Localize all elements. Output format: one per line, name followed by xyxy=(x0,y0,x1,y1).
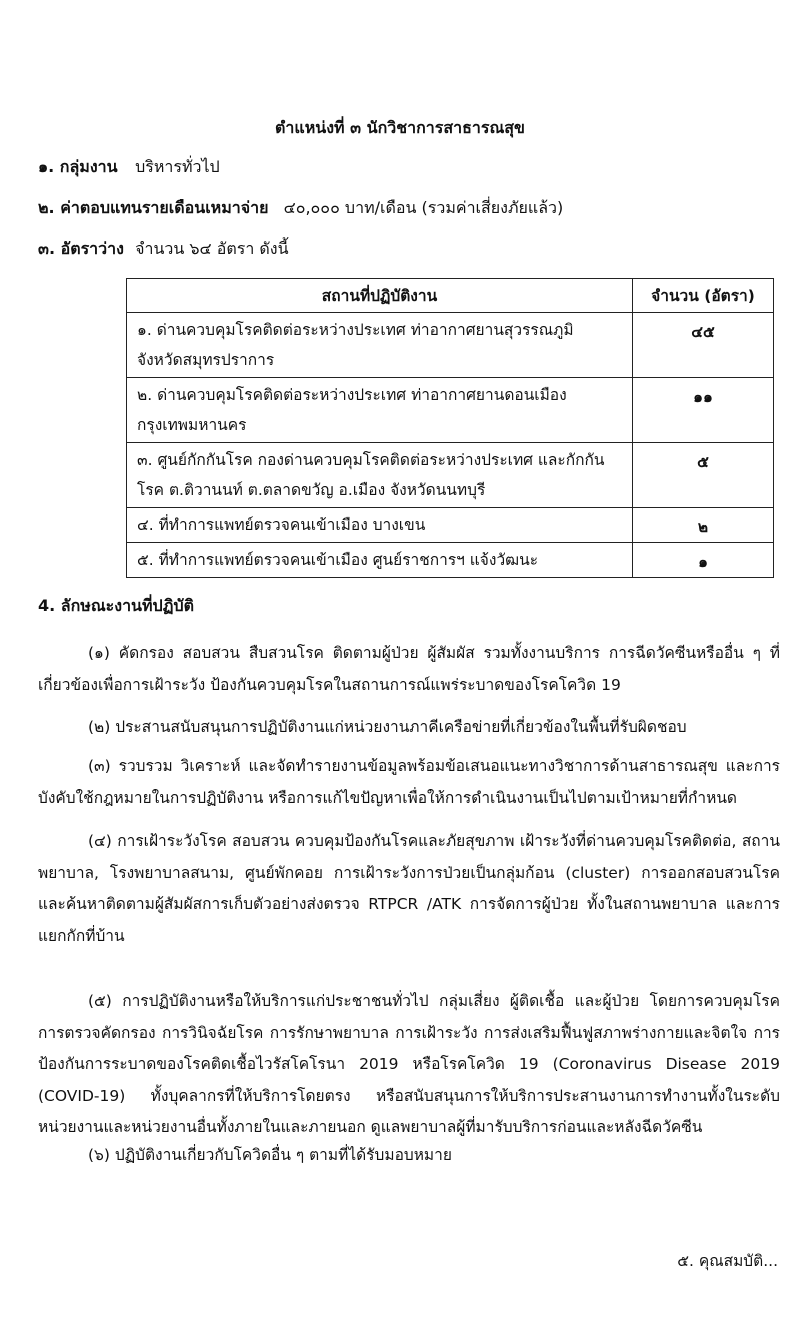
table-row xyxy=(127,443,774,508)
duties-heading: 4. ลักษณะงานที่ปฏิบัติ xyxy=(38,596,194,615)
site-count: ๕ xyxy=(633,443,774,508)
duty-paragraph-5: (๕) การปฏิบัติงานหรือให้บริการแก่ประชาชนทั่วไป กลุ่มเสี่ยง ผู้ติดเชื้อ และผู้ป่วย โดยการควบคุมโรค การตรวจคัดกรอง การวินิจฉัยโรค การรักษาพยาบาล การเฝ้าระวัง การส่งเสริมฟื้นฟูสภาพร่างกายและจิตใจ การป้องกันการระบาดของโรคติดเชื้อไวรัสโคโรนา 2019 หรือโรคโควิด 19 (Coronavirus Disease 2019 (COVID-19) ทั้งบุคลากรที่ให้บริการโดยตรง หรือสนับสนุนการให้บริการประสานงานการทำงานทั้งในระดับ หน่วยงานและหน่วยงานอื่นทั้งภายในและภายนอก ดูแลพยาบาลผู้ที่มารับบริการก่อนและหลังฉีดวัคซีน xyxy=(38,992,780,1136)
site-count: ๑ xyxy=(633,543,774,578)
duty-paragraph-6: (๖) ปฏิบัติงานเกี่ยวกับโควิดอื่น ๆ ตามที่ได้รับมอบหมาย xyxy=(88,1146,452,1164)
header-count: จำนวน (อัตรา) xyxy=(633,279,774,313)
vacancy-value: จำนวน ๖๔ อัตรา ดังนี้ xyxy=(135,239,289,258)
duty-paragraph-2: (๒) ประสานสนับสนุนการปฏิบัติงานแก่หน่วยงานภาคีเครือข่ายที่เกี่ยวข้องในพื้นที่รับผิดชอบ xyxy=(88,718,687,736)
duty-paragraph-3: (๓) รวบรวม วิเคราะห์ และจัดทำรายงานข้อมูลพร้อมข้อเสนอแนะทางวิชาการด้านสาธารณสุข และการบังคับใช้กฎหมายในการปฏิบัติงาน หรือการแก้ไขปัญหาเพื่อให้การดำเนินงานเป็นไปตามเป้าหมายที่กำหนด xyxy=(38,757,780,807)
site-count: ๔๕ xyxy=(633,313,774,378)
table-row xyxy=(127,543,774,578)
group-value: บริหารทั่วไป xyxy=(135,157,220,176)
vacancy-label: ๓. อัตราว่าง xyxy=(38,239,124,258)
salary-value: ๔๐,๐๐๐ บาท/เดือน (รวมค่าเสี่ยงภัยแล้ว) xyxy=(283,198,564,217)
duty-paragraph-4: (๔) การเฝ้าระวังโรค สอบสวน ควบคุมป้องกันโรคและภัยสุขภาพ เฝ้าระวังที่ด่านควบคุมโรคติดต่อ, สถานพยาบาล, โรงพยาบาลสนาม, ศูนย์พักคอย การเฝ้าระวังการป่วยเป็นกลุ่มก้อน (cluster) การออกสอบสวนโรค และค้นหาติดตามผู้สัมผัสการเก็บตัวอย่างส่งตรวจ RTPCR /ATK การจัดการผู้ป่วย ทั้งในสถานพยาบาล และการแยกกักที่บ้าน xyxy=(38,832,780,945)
vacancy-row xyxy=(38,237,289,262)
duty-paragraph-1: (๑) คัดกรอง สอบสวน สืบสวนโรค ติดตามผู้ป่วย ผู้สัมผัส รวมทั้งงานบริการ การฉีดวัคซีนหรืออื่น ๆ ที่เกี่ยวข้องเพื่อการเฝ้าระวัง ป้องกันควบคุมโรคในสถานการณ์แพร่ระบาดของโรคโควิด 19 xyxy=(38,644,780,694)
table-header-row xyxy=(127,279,774,313)
table-row xyxy=(127,508,774,543)
continued-footer: ๕. คุณสมบัติ... xyxy=(677,1252,778,1270)
salary-label: ๒. ค่าตอบแทนรายเดือนเหมาจ่าย xyxy=(38,198,269,217)
site-name: ๕. ที่ทำการแพทย์ตรวจคนเข้าเมือง ศูนย์ราชการฯ แจ้งวัฒนะ xyxy=(127,543,633,578)
salary-row xyxy=(38,196,563,221)
site-name: ๒. ด่านควบคุมโรคติดต่อระหว่างประเทศ ท่าอากาศยานดอนเมือง กรุงเทพมหานคร xyxy=(127,378,633,443)
site-name: ๔. ที่ทำการแพทย์ตรวจคนเข้าเมือง บางเขน xyxy=(127,508,633,543)
site-name: ๓. ศูนย์กักกันโรค กองด่านควบคุมโรคติดต่อระหว่างประเทศ และกักกันโรค ต.ติวานนท์ ต.ตลาดขวัญ อ.เมือง จังหวัดนนทบุรี xyxy=(127,443,633,508)
table-row xyxy=(127,313,774,378)
page-title: ตำแหน่งที่ ๓ นักวิชาการสาธารณสุข xyxy=(275,118,525,137)
header-place: สถานที่ปฏิบัติงาน xyxy=(127,279,633,313)
sites-table xyxy=(126,278,774,578)
site-count: ๒ xyxy=(633,508,774,543)
table-row xyxy=(127,378,774,443)
group-label: ๑. กลุ่มงาน xyxy=(38,157,118,176)
site-count: ๑๑ xyxy=(633,378,774,443)
group-row xyxy=(38,155,220,180)
site-name: ๑. ด่านควบคุมโรคติดต่อระหว่างประเทศ ท่าอากาศยานสุวรรณภูมิ จังหวัดสมุทรปราการ xyxy=(127,313,633,378)
